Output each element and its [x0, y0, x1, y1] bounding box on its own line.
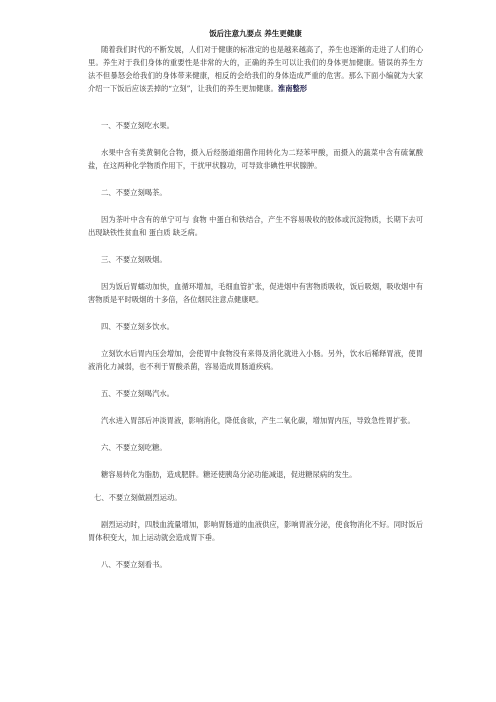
spacer — [88, 306, 423, 320]
spacer — [88, 172, 423, 186]
intro-paragraph — [88, 43, 423, 95]
spacer — [88, 454, 423, 468]
section-body-2: 因为茶叶中含有的单宁可与 食物 中蛋白和铁结合，产生不容易吸收的胶体或沉淀物质，长期下去可出现缺铁性贫血和 蛋白质 缺乏病。 — [88, 215, 423, 237]
spacer — [88, 199, 423, 213]
document-title: 饭后注意九要点 养生更健康 — [209, 29, 302, 38]
brand-link[interactable]: 淮南整形 — [277, 84, 308, 93]
spacer — [88, 427, 423, 441]
section-body-3: 因为饭后胃蠕动加快，血循环增加，毛细血管扩张，促进烟中有害物质吸收，饭后吸烟，吸收烟中有害物质是平时吸烟的十多倍，各位烟民注意点健康吧。 — [88, 282, 423, 304]
section-heading-1: 一、不要立刻吃水果。 — [101, 121, 174, 130]
section-heading-6: 六、不要立刻吃糖。 — [101, 443, 167, 452]
section-heading-5: 五、不要立刻喝汽水。 — [101, 389, 174, 398]
section-body-6: 糖容易转化为脂肪，造成肥胖。糖还使胰岛分泌功能减退，促进糖尿病的发生。 — [101, 470, 357, 479]
section-heading-7: 七、不要立刻做剧烈运动。 — [94, 493, 182, 502]
section-body-1: 水果中含有类黄铜化合物，摄入后经肠道细菌作用转化为二羟苯甲酸，而摄入的蔬菜中含有硫氰酸盐，在这两种化学物质作用下，干扰甲状腺功，可导致非碘性甲状腺肿。 — [88, 148, 423, 170]
spacer — [88, 544, 423, 558]
spacer — [88, 333, 423, 347]
spacer — [88, 400, 423, 414]
section-body-4: 立刻饮水后胃内压会增加，会使胃中食物没有来得及消化就进入小肠。另外，饮水后稀释胃液，使胃液消化力减弱，也不利于胃酸杀菌，容易造成胃肠道疾病。 — [88, 349, 423, 371]
spacer — [88, 504, 423, 518]
section-body-7: 剧烈运动时，四肢血流量增加，影响胃肠道的血液供应，影响胃液分泌，使食物消化不好。同时饭后胃体积变大，加上运动就会造成胃下垂。 — [88, 520, 423, 542]
spacer — [88, 373, 423, 387]
spacer — [88, 239, 423, 253]
section-heading-2: 二、不要立刻喝茶。 — [101, 188, 167, 197]
section-heading-4: 四、不要立刻多饮水。 — [101, 322, 174, 331]
spacer — [88, 132, 423, 146]
spacer — [88, 266, 423, 280]
section-heading-8: 八、不要立刻看书。 — [101, 560, 167, 569]
section-body-5: 汽水进入胃部后冲淡胃液，影响消化，降低食欲，产生二氧化碳，增加胃内压，导致急性胃扩张。 — [101, 416, 415, 425]
spacer — [88, 95, 423, 119]
intro-text: 随着我们时代的不断发展，人们对于健康的标准定的也是越来越高了，养生也逐渐的走进了人们的心里。养生对于我们身体的重要性是非常的大的，正确的养生可以让我们的身体更加健康。错误的养生方法不但暴怒会给我们的身体带来健康，相反的会给我们的身体造成严重的危害。那么下面小编就为大家介绍一下饭后应该丢掉的“立刻”，让我们的养生更加健康。 — [88, 45, 423, 93]
section-heading-3: 三、不要立刻吸烟。 — [101, 255, 167, 264]
spacer — [88, 481, 423, 491]
